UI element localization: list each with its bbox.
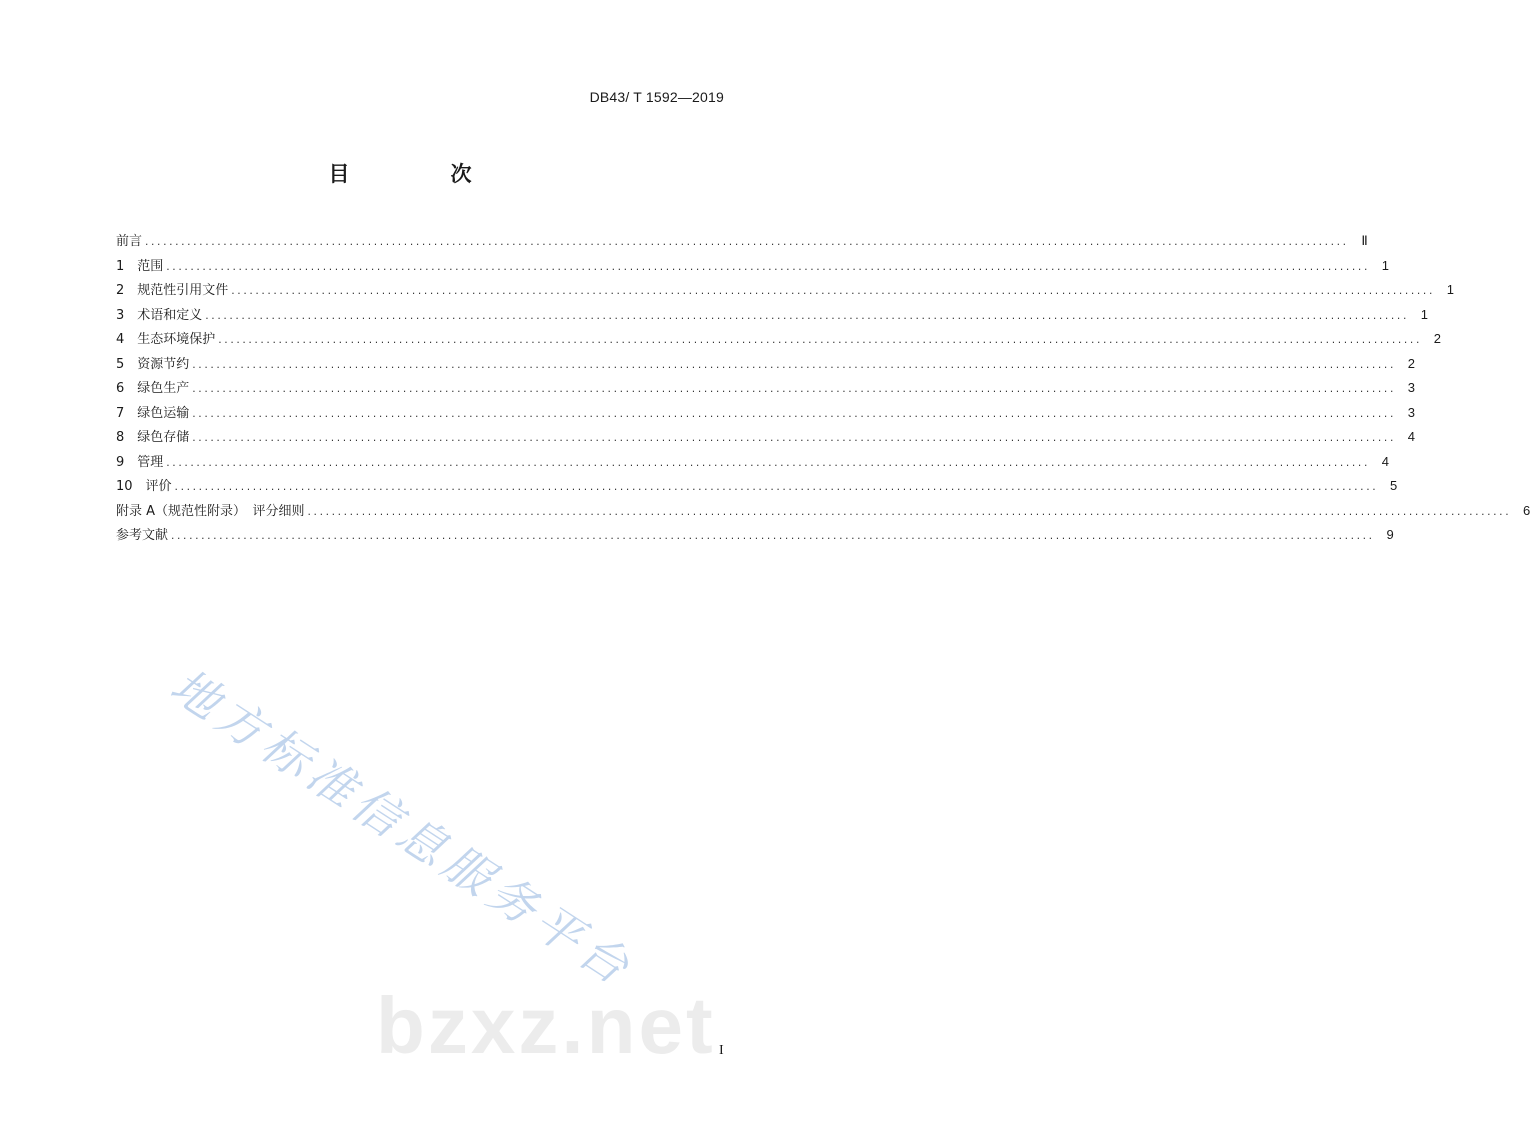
dot-leader: ........................................................................................................................................................................................................: [144, 238, 1348, 248]
toc-entry[interactable]: [116, 499, 1530, 524]
toc-entry-page: 1: [1381, 257, 1389, 273]
dot-leader: ........................................................................................................................................................................................................: [191, 385, 1395, 395]
site-watermark: bzxz.net: [376, 981, 716, 1070]
toc-entry[interactable]: [116, 425, 1415, 450]
toc-entry-label: 2 规范性引用文件: [116, 283, 229, 298]
toc-entry-label: 1 范围: [116, 258, 164, 274]
toc-entry-label: 附录 A（规范性附录） 评分细则: [116, 503, 305, 519]
toc-entry-page: 1: [1420, 306, 1428, 322]
toc-entry[interactable]: [116, 450, 1389, 475]
toc-entry-label: 9 管理: [116, 454, 164, 470]
toc-entry-page: 4: [1381, 453, 1389, 469]
toc-entry[interactable]: [116, 523, 1394, 548]
toc-entry-label: 参考文献: [116, 528, 169, 543]
toc-entry-label: 4 生态环境保护: [116, 332, 216, 347]
toc-entry[interactable]: [116, 229, 1368, 254]
dot-leader: ........................................................................................................................................................................................................: [165, 458, 1369, 469]
toc-entry-page: 3: [1407, 380, 1415, 395]
toc-entry-label: 7 绿色运输: [116, 405, 190, 421]
toc-title: 目 次: [328, 162, 512, 186]
dot-leader: ........................................................................................................................................................................................................: [191, 409, 1395, 420]
toc-entry-page: 2: [1407, 355, 1415, 371]
dot-leader: ........................................................................................................................................................................................................: [204, 311, 1408, 322]
toc-entry-page: 9: [1386, 527, 1394, 542]
toc-entry-page: Ⅱ: [1361, 233, 1368, 248]
toc-entry[interactable]: [116, 401, 1415, 426]
toc-entry[interactable]: [116, 327, 1441, 352]
page-number: I: [719, 1043, 724, 1058]
dot-leader: ........................................................................................................................................................................................................: [306, 507, 1511, 518]
toc-entry-label: 10 评价: [116, 479, 172, 494]
dot-leader: ........................................................................................................................................................................................................: [191, 434, 1395, 444]
toc-entry[interactable]: [116, 352, 1415, 377]
dot-leader: ........................................................................................................................................................................................................: [217, 336, 1421, 346]
dot-leader: ........................................................................................................................................................................................................: [230, 287, 1434, 297]
toc-entry-label: 5 资源节约: [116, 356, 190, 372]
document-code: DB43/ T 1592—2019: [589, 89, 724, 105]
toc-entry-page: 5: [1390, 478, 1398, 493]
toc-entry[interactable]: [116, 474, 1398, 499]
toc-entry[interactable]: [116, 303, 1428, 328]
watermark-text: 地方标准信息服务平台: [160, 658, 644, 999]
toc-entry[interactable]: [116, 254, 1389, 279]
toc-entry[interactable]: [116, 376, 1415, 401]
toc-entry-label: 前言: [116, 234, 143, 249]
dot-leader: ........................................................................................................................................................................................................: [173, 483, 1378, 493]
toc-entry-label: 3 术语和定义: [116, 307, 203, 323]
toc-entry-page: 3: [1407, 404, 1415, 420]
toc-entry-page: 2: [1433, 331, 1441, 346]
toc-entry-page: 4: [1407, 429, 1415, 444]
dot-leader: ........................................................................................................................................................................................................: [191, 360, 1395, 371]
dot-leader: ........................................................................................................................................................................................................: [170, 532, 1374, 542]
dot-leader: ........................................................................................................................................................................................................: [165, 262, 1369, 273]
toc-entry-page: 1: [1446, 282, 1454, 297]
toc-entry-label: 8 绿色存储: [116, 430, 190, 445]
toc-entry-label: 6 绿色生产: [116, 381, 190, 396]
toc-entry-page: 6: [1523, 502, 1530, 518]
toc-entry[interactable]: [116, 278, 1454, 303]
table-of-contents: [116, 229, 1530, 548]
